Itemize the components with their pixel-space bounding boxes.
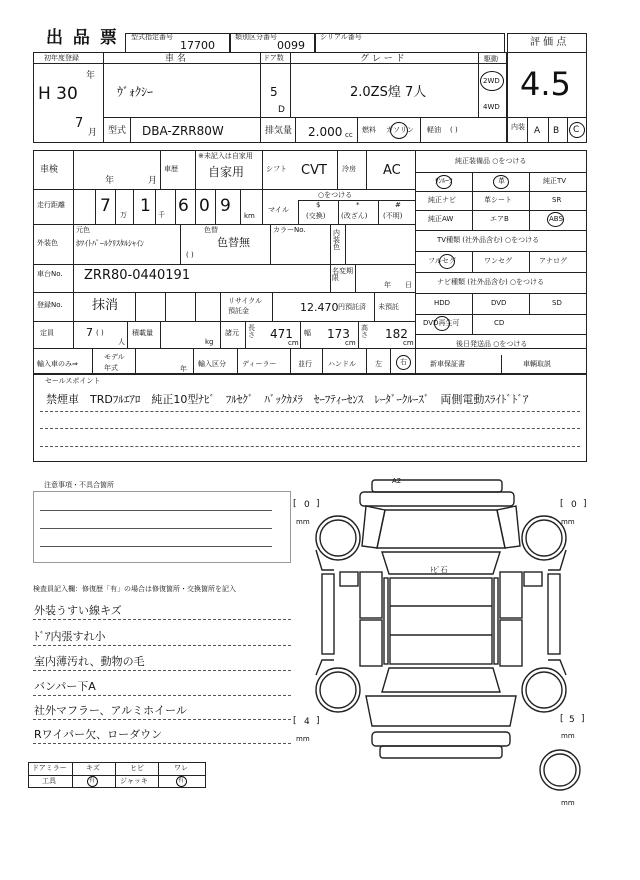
tire-rl-unit: mm: [296, 735, 310, 743]
nav-dvd: DVD: [491, 299, 507, 307]
airbag: エアB: [490, 215, 509, 223]
class-number-label: 類別区分番号: [235, 33, 277, 41]
sales-point-box: [33, 374, 587, 462]
width-value: 173: [327, 327, 350, 341]
mileage-unit-km: km: [244, 212, 255, 220]
ac-label: 冷房: [342, 165, 356, 173]
sales-point-label: セールスポイント: [45, 377, 101, 385]
import-div-label: 輸入区分: [198, 360, 226, 368]
abs: ABS: [549, 215, 563, 223]
drive-4wd: 4WD: [483, 103, 500, 111]
warranty: 新車保証書: [430, 360, 465, 368]
first-reg-year: H 30: [38, 84, 78, 104]
legend-scratch: キズ: [86, 764, 100, 772]
doors-suffix: D: [278, 105, 285, 115]
recycle-label: リサイクル預託金: [228, 297, 263, 315]
load-unit: kg: [205, 338, 214, 346]
tire-fr-depth: 0: [571, 500, 577, 510]
grade: 2.0ZS煌 7人: [350, 85, 427, 100]
std-equip-title: 純正装備品 ○をつける: [455, 157, 527, 165]
leather: 革: [498, 177, 505, 185]
interior-color-label: 内装色: [333, 229, 340, 251]
import-handle-label: ハンドル: [328, 360, 356, 368]
form-title: 出 品 票: [46, 28, 119, 48]
inspector-line: 社外マフラー、アルミホイール: [34, 704, 187, 717]
tire-rl-close: ]: [316, 716, 320, 726]
car-damage-diagram: [300, 470, 590, 810]
capacity-value: 7: [86, 326, 93, 339]
oneseg: ワンセグ: [484, 257, 512, 265]
unknown-label: (不明): [383, 212, 403, 220]
mileage-unit-sen: 千: [158, 211, 165, 219]
mileage-digit: 9: [220, 196, 231, 216]
fullseg: フルセグ: [428, 257, 456, 265]
width-unit: cm: [345, 339, 356, 347]
jack-have: 有: [178, 777, 185, 784]
interior-c: C: [573, 125, 580, 135]
tv-type-title: TV種類 (社外品含む) ○をつける: [437, 236, 540, 244]
unpaid: 未預託: [378, 303, 399, 311]
tire-rl-open: [: [293, 716, 297, 726]
rating-label: 評 価 点: [530, 37, 567, 48]
nav-type-title: ナビ種類 (社外品含む) ○をつける: [437, 278, 545, 286]
class-number: 0099: [277, 39, 305, 52]
tire-fr-close: ]: [583, 499, 587, 509]
type-value: DBA-ZRR80W: [142, 124, 224, 138]
import-model-label: モデル: [104, 353, 125, 361]
mileage-unit-man: 万: [120, 211, 127, 219]
after-doc-title: 後日発送品 ○をつける: [456, 340, 528, 348]
import-year-label: 年式: [104, 364, 118, 372]
leather-seat: 革シート: [484, 196, 512, 204]
model-number: 17700: [180, 39, 215, 52]
tamper-mark: *: [356, 201, 360, 209]
dvd-play: DVD再生可: [423, 319, 460, 327]
legend-jack: ジャッキ: [120, 777, 148, 785]
tire-fr-open: [: [560, 499, 564, 509]
mileage-digit: 1: [140, 196, 151, 216]
inspector-line: ﾄﾞｱ内張すれ小: [34, 630, 106, 643]
sales-point-text: 禁煙車 TRDﾌﾙｴｱﾛ 純正10型ﾅﾋﾞ ﾌﾙｾｸﾞ ﾊﾞｯｸｶﾒﾗ ｾｰﾌﾃｨｰｾﾝｽ ﾚｰﾀﾞｰｸﾙｰｽﾞ 両側電動ｽﾗｲﾄﾞﾄﾞｱ: [46, 393, 529, 406]
sunroof-sr: SR: [552, 196, 562, 204]
serial-number-label: シリアル番号: [320, 33, 362, 41]
capacity-unit: 人: [118, 338, 125, 346]
tire-fr-unit: mm: [561, 518, 575, 526]
change-color-label: 色替: [204, 226, 218, 234]
unknown-mark: #: [395, 201, 401, 209]
spare-tire-unit: mm: [561, 799, 575, 807]
import-right: 右: [400, 358, 407, 366]
name-change-label: 名変期限: [332, 267, 353, 282]
inspector-line: 室内薄汚れ、動物の毛: [34, 655, 145, 668]
recycle-value: 12.470: [300, 301, 339, 314]
mileage-digit: 6: [178, 196, 189, 216]
displacement-label: 排気量: [265, 126, 293, 136]
reg-label: 登録No.: [37, 301, 63, 309]
interior-b: B: [553, 126, 560, 136]
front-bumper-code: A2: [392, 477, 402, 485]
fuel-value: ガソリン: [386, 126, 414, 134]
displacement-unit: cc: [345, 131, 353, 139]
inspector-line: 外装うすい線キズ: [34, 604, 122, 617]
tire-rl-depth: 4: [304, 717, 310, 727]
notes-box: [33, 491, 291, 563]
mile-label: マイル: [268, 206, 289, 214]
displacement: 2.000: [308, 125, 343, 139]
car-name: ｳﾞｫｸｼｰ: [117, 85, 154, 99]
capacity-paren: ( ): [96, 329, 104, 337]
tire-fl-depth: 0: [304, 500, 310, 510]
orig-color: ﾎﾜｲﾄﾊﾟｰﾙｸﾘｽﾀﾙｼｬｲﾝ: [76, 239, 144, 248]
first-reg-month: 7: [75, 116, 84, 131]
import-parallel: 並行: [298, 360, 312, 368]
import-year-unit: 年: [180, 365, 187, 373]
color-no-label: カラーNo.: [273, 226, 306, 234]
orig-color-label: 元色: [76, 226, 90, 234]
ac-value: AC: [383, 163, 401, 178]
swap-mark: $: [316, 201, 321, 209]
tire-rr-close: ]: [581, 714, 585, 724]
import-left: 左: [375, 360, 382, 368]
name-change-year-unit: 年: [384, 281, 391, 289]
length-value: 471: [270, 327, 293, 341]
tire-rr-depth: 5: [569, 715, 575, 725]
mileage-digit: 0: [199, 196, 210, 216]
type-label: 型式: [108, 126, 127, 136]
std-aw: 純正AW: [428, 215, 454, 223]
analog: アナログ: [539, 257, 567, 265]
height-value: 182: [385, 327, 408, 341]
legend-mirror: ドアミラー: [32, 764, 67, 772]
change-color: 色替無: [217, 236, 250, 249]
capacity-label: 定員: [40, 329, 54, 337]
chassis-label: 車台No.: [37, 270, 63, 278]
height-label: 高さ: [361, 324, 368, 339]
tire-fl-open: [: [293, 499, 297, 509]
tools-have: 有: [89, 777, 96, 784]
inspector-label: 検査員記入欄：修復歴「有」の場合は修復箇所・交換箇所を記入: [33, 585, 236, 593]
use-note: ※未記入は自家用: [198, 152, 253, 160]
drive-2wd: 2WD: [483, 77, 500, 85]
inspection-label: 車検: [40, 165, 59, 175]
doors-label: ドア数: [263, 54, 284, 62]
tire-fl-close: ]: [316, 499, 320, 509]
light-oil-label: 軽油: [427, 126, 441, 134]
model-number-label: 型式指定番号: [131, 33, 173, 41]
tire-rr-open: [: [560, 714, 564, 724]
chassis-value: ZRR80-0440191: [84, 268, 191, 283]
legend-crack: ヒビ: [130, 764, 144, 772]
std-tv: 純正TV: [543, 177, 567, 185]
inspection-year-unit: 年: [105, 176, 115, 186]
notes-label: 注意事項・不具合箇所: [44, 481, 114, 489]
tire-rr-unit: mm: [561, 732, 575, 740]
nav-hdd: HDD: [434, 299, 451, 307]
use-value: 自家用: [208, 165, 245, 179]
mileage-digit: 7: [100, 196, 111, 216]
doors: 5: [270, 85, 278, 99]
recycle-unit: 円預託済: [338, 303, 366, 311]
manual: 車輌取説: [523, 360, 551, 368]
inspector-line: Rワイパー欠、ローダウン: [34, 728, 163, 741]
change-paren: ( ): [186, 251, 194, 259]
shift-value: CVT: [301, 163, 327, 178]
tamper-label: (改ざん): [341, 212, 368, 220]
swap-label: (交換): [306, 212, 326, 220]
import-only: 輸入車のみ⇒: [37, 360, 78, 368]
year-unit: 年: [86, 71, 96, 81]
month-unit: 月: [88, 128, 98, 138]
car-history-label: 車歴: [164, 165, 178, 173]
load-label: 積載量: [132, 329, 153, 337]
inspector-line: バンパー下A: [34, 680, 96, 693]
length-unit: cm: [288, 339, 299, 347]
import-dealer: ディーラー: [242, 360, 277, 368]
dim-label: 諸元: [225, 329, 239, 337]
windshield-chip-note: ﾄﾋﾞ石: [430, 566, 448, 574]
rating-value: 4.5: [520, 65, 571, 103]
cd: CD: [494, 319, 505, 327]
drive-label: 駆動: [484, 55, 498, 63]
interior-a: A: [534, 126, 541, 136]
mileage-circle-note: ○をつける: [318, 191, 353, 199]
width-label: 幅: [304, 329, 311, 337]
height-unit: cm: [403, 339, 414, 347]
legend-chip: ワレ: [174, 764, 188, 772]
length-label: 長さ: [248, 324, 255, 339]
std-nav: 純正ナビ: [428, 196, 456, 204]
car-name-label: 車 名: [165, 54, 186, 64]
tire-fl-unit: mm: [296, 518, 310, 526]
reg-value: 抹消: [92, 298, 119, 313]
shift-label: シフト: [266, 165, 287, 173]
legend-tools: 工具: [42, 777, 56, 785]
nav-sd: SD: [552, 299, 562, 307]
name-change-day-unit: 日: [405, 281, 412, 289]
inspection-month-unit: 月: [148, 176, 158, 186]
mileage-label: 走行距離: [37, 201, 65, 209]
light-oil-bracket: ( ): [450, 126, 458, 134]
first-reg-label: 初年度登録: [44, 54, 79, 62]
exterior-color-label: 外装色: [37, 239, 58, 247]
fuel-label: 燃料: [362, 126, 376, 134]
interior-label: 内装: [511, 123, 525, 131]
grade-label: グ レ ー ド: [360, 54, 405, 64]
sunroof: ｻﾝﾙｰﾌ: [435, 177, 453, 185]
